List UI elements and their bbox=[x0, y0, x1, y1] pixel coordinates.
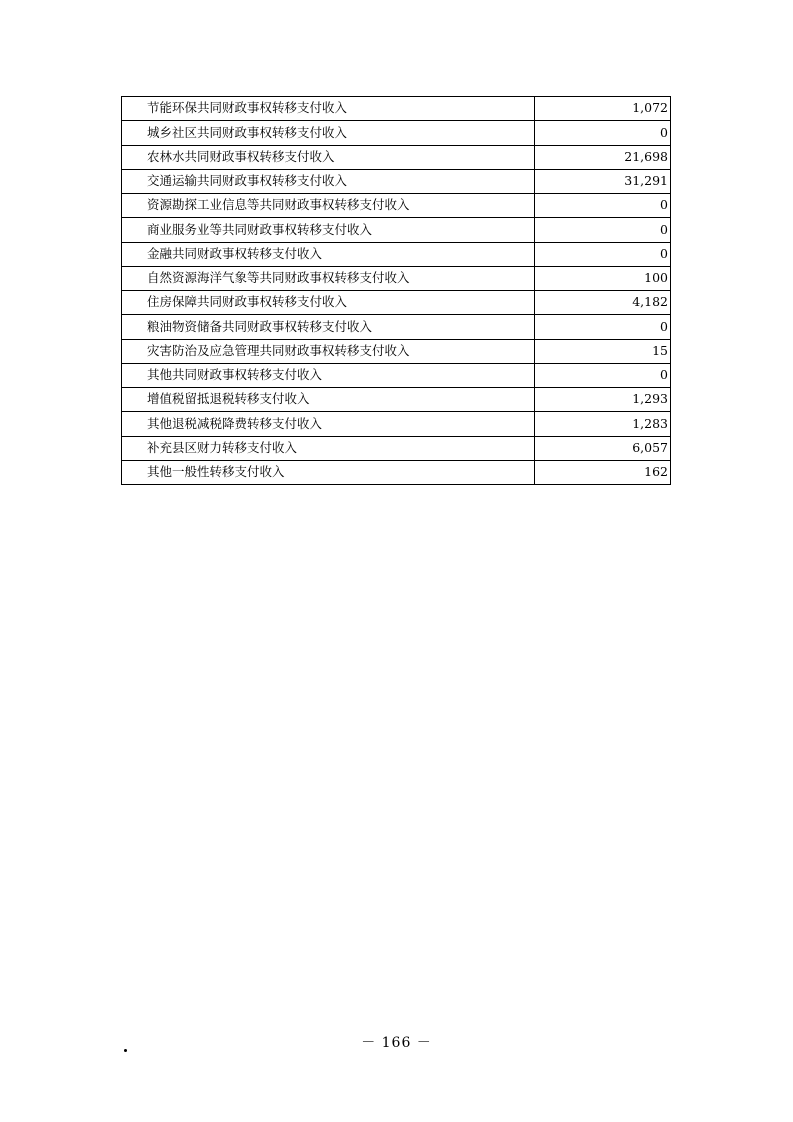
row-value-cell: 162 bbox=[535, 460, 671, 484]
table-row bbox=[122, 460, 671, 484]
row-name-cell: 其他一般性转移支付收入 bbox=[122, 460, 535, 484]
table-row bbox=[122, 145, 671, 169]
row-name-cell: 城乡社区共同财政事权转移支付收入 bbox=[122, 121, 535, 145]
row-name-cell: 农林水共同财政事权转移支付收入 bbox=[122, 145, 535, 169]
row-name-cell: 商业服务业等共同财政事权转移支付收入 bbox=[122, 218, 535, 242]
corner-dot bbox=[124, 1049, 127, 1052]
row-value-cell: 1,072 bbox=[535, 97, 671, 121]
row-value-cell: 1,283 bbox=[535, 412, 671, 436]
table-row bbox=[122, 388, 671, 412]
table-body bbox=[122, 97, 671, 485]
row-value-cell: 0 bbox=[535, 363, 671, 387]
table-row bbox=[122, 266, 671, 290]
row-value-cell: 31,291 bbox=[535, 169, 671, 193]
row-value-cell: 1,293 bbox=[535, 388, 671, 412]
page-number: － 166 － bbox=[361, 1035, 432, 1051]
row-value-cell: 100 bbox=[535, 266, 671, 290]
row-name-cell: 其他退税减税降费转移支付收入 bbox=[122, 412, 535, 436]
row-value-cell: 0 bbox=[535, 218, 671, 242]
row-value-cell: 0 bbox=[535, 121, 671, 145]
table-row bbox=[122, 169, 671, 193]
row-name-cell: 灾害防治及应急管理共同财政事权转移支付收入 bbox=[122, 339, 535, 363]
table-row bbox=[122, 412, 671, 436]
table-row bbox=[122, 121, 671, 145]
table-row bbox=[122, 291, 671, 315]
table-row bbox=[122, 97, 671, 121]
row-value-cell: 0 bbox=[535, 315, 671, 339]
table-row bbox=[122, 242, 671, 266]
row-value-cell: 15 bbox=[535, 339, 671, 363]
row-name-cell: 资源勘探工业信息等共同财政事权转移支付收入 bbox=[122, 194, 535, 218]
row-name-cell: 交通运输共同财政事权转移支付收入 bbox=[122, 169, 535, 193]
row-name-cell: 自然资源海洋气象等共同财政事权转移支付收入 bbox=[122, 266, 535, 290]
row-value-cell: 21,698 bbox=[535, 145, 671, 169]
row-name-cell: 其他共同财政事权转移支付收入 bbox=[122, 363, 535, 387]
table-row bbox=[122, 218, 671, 242]
table-row bbox=[122, 315, 671, 339]
row-name-cell: 增值税留抵退税转移支付收入 bbox=[122, 388, 535, 412]
table-row bbox=[122, 436, 671, 460]
table-row bbox=[122, 339, 671, 363]
row-value-cell: 0 bbox=[535, 242, 671, 266]
row-name-cell: 节能环保共同财政事权转移支付收入 bbox=[122, 97, 535, 121]
row-value-cell: 6,057 bbox=[535, 436, 671, 460]
row-name-cell: 粮油物资储备共同财政事权转移支付收入 bbox=[122, 315, 535, 339]
revenue-table bbox=[121, 96, 671, 485]
row-name-cell: 金融共同财政事权转移支付收入 bbox=[122, 242, 535, 266]
table-row bbox=[122, 363, 671, 387]
row-name-cell: 补充县区财力转移支付收入 bbox=[122, 436, 535, 460]
row-value-cell: 0 bbox=[535, 194, 671, 218]
table-row bbox=[122, 194, 671, 218]
row-name-cell: 住房保障共同财政事权转移支付收入 bbox=[122, 291, 535, 315]
row-value-cell: 4,182 bbox=[535, 291, 671, 315]
